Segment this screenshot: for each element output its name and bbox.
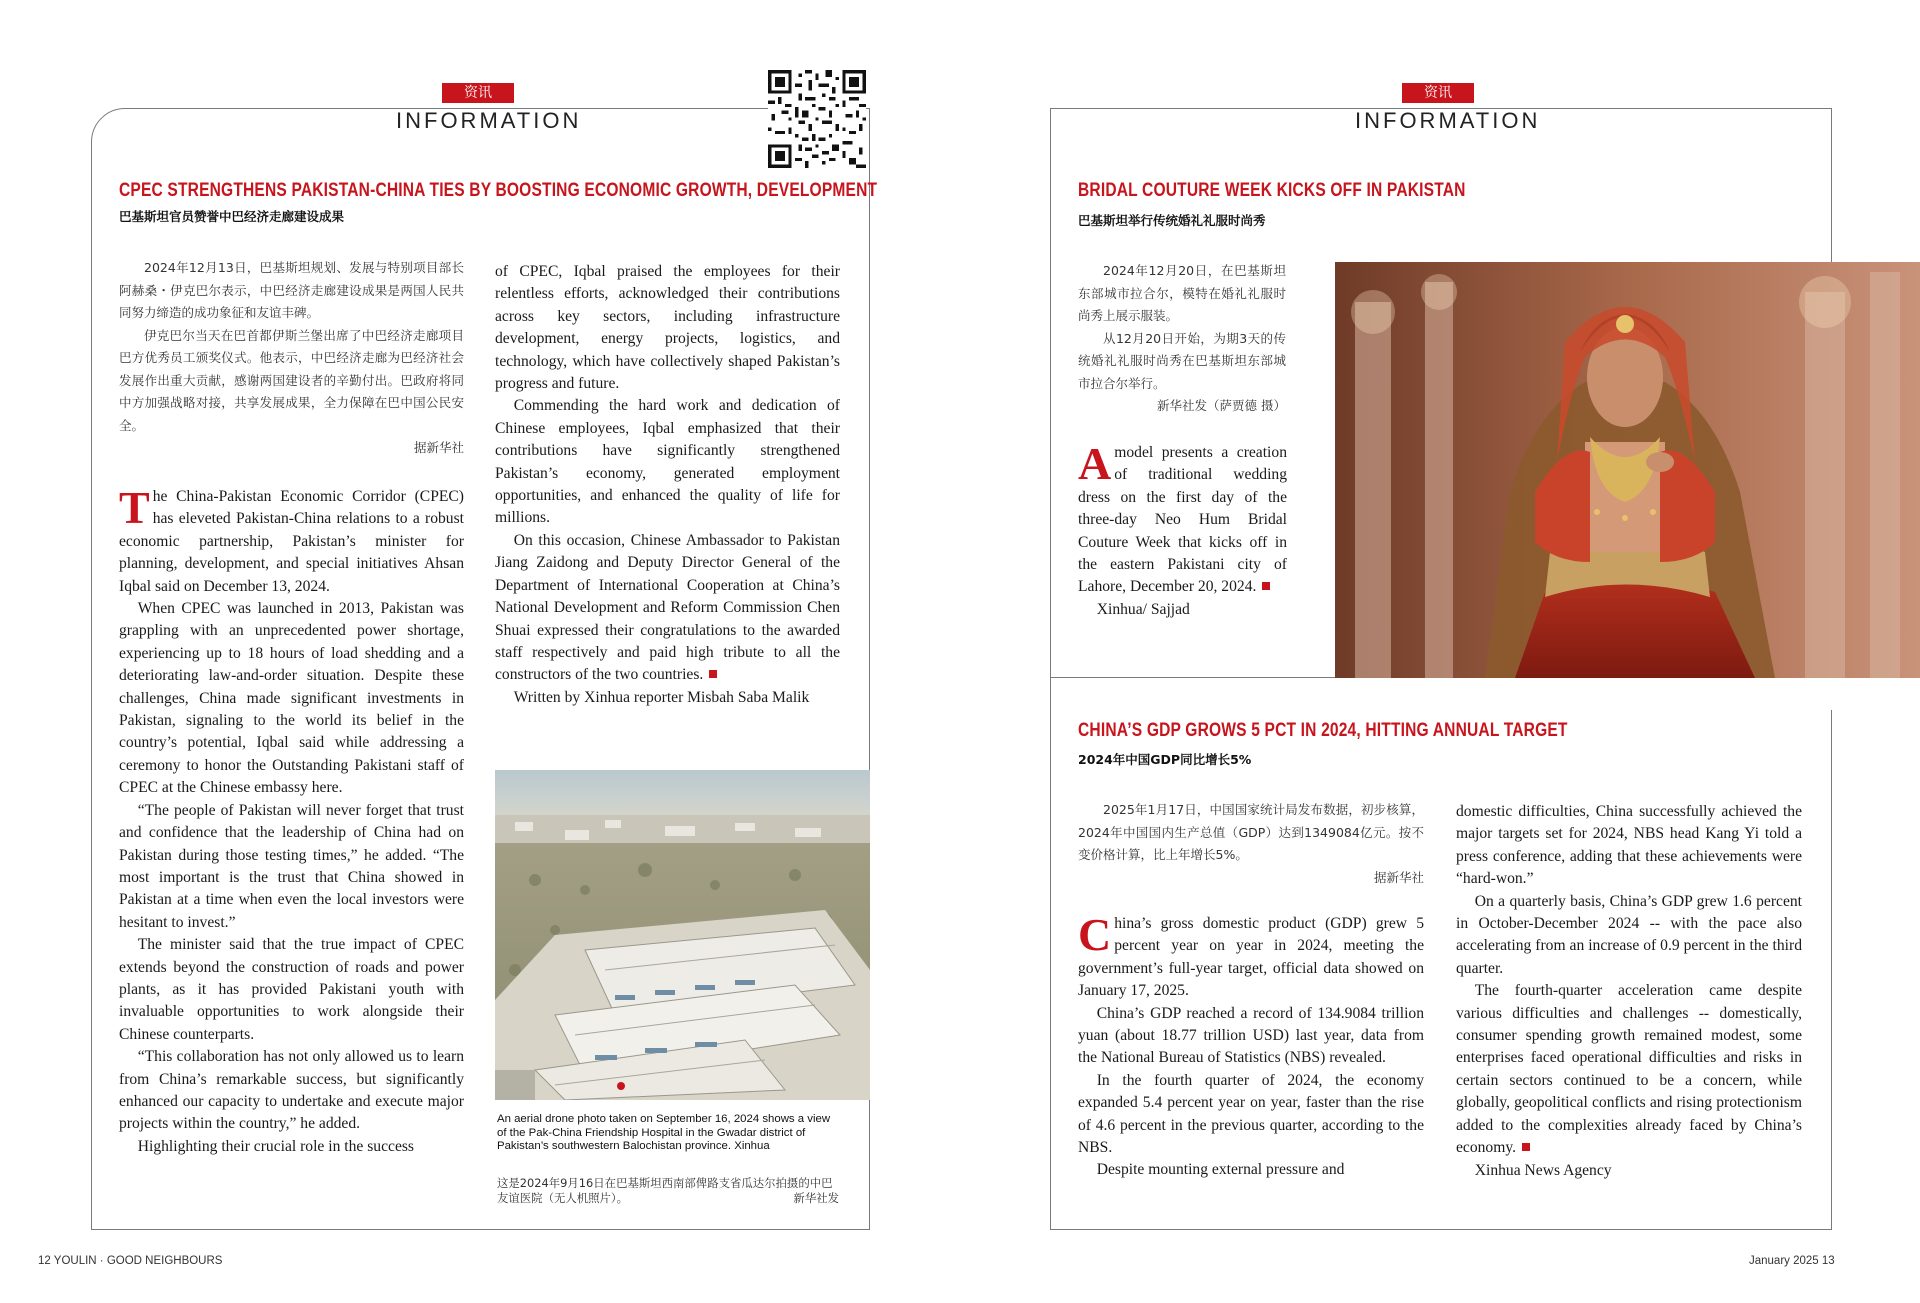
dropcap: C [1078, 909, 1112, 960]
body-paragraph: The minister said that the true impact of CPEC extends beyond the construction of roads and power plants, as it has provided Pakistani youth with invaluable opportunities to work alongside their Chinese counterparts. [119, 936, 464, 1043]
body-paragraph: On a quarterly basis, China’s GDP grew 1.6 percent in October-December 2024 -- with the pace also accelerating from an increase of 0.9 percent in the third quarter. [1456, 892, 1802, 977]
article-column-2 [495, 261, 840, 709]
zh-paragraph: 2025年1月17日，中国国家统计局发布数据，初步核算，2024年中国国内生产总值（GDP）达到1349084亿元。按不变价格计算，比上年增长5%。 [1078, 802, 1424, 862]
zh-source: 据新华社 [1373, 869, 1424, 885]
section-tag-left: 资讯 [442, 83, 514, 103]
photo-caption-zh: 这是2024年9月16日在巴基斯坦西南部俾路支省瓜达尔拍摄的中巴友谊医院（无人机照片）。 新华社发 [497, 1176, 839, 1205]
photo-caption-en: An aerial drone photo taken on September 16, 2024 shows a view of the Pak-China Friendship Hospital in the Gwadar district of Pakistan’s southwestern Balochistan province. Xinhua [497, 1113, 831, 1153]
body-paragraph: domestic difficulties, China successfully achieved the major targets set for 2024, NBS head Kang Yi told a press conference, adding that these achievements were “hard-won.” [1456, 803, 1802, 888]
headline-gdp: CHINA’S GDP GROWS 5 PCT IN 2024, HITTING ANNUAL TARGET [1078, 720, 1568, 741]
zh-summary-gdp [1078, 799, 1424, 889]
caption-paragraph: Amodel presents a creation of traditional wedding dress on the first day of the three-day Neo Hum Bridal Couture Week that kicks off in the eastern Pakistani city of Lahore, December 20, 2024. [1078, 438, 1287, 596]
lead-paragraph: The China-Pakistan Economic Corridor (CPEC) has eleveted Pakistan-China relations to a robust economic partnership, Pakistan’s minister for planning, development, and special initiatives Ahsan Iqbal said on December 13, 2024. [119, 482, 464, 595]
body-paragraph: Highlighting their crucial role in the success [137, 1137, 414, 1155]
zh-paragraph: 从12月20日开始，为期3天的传统婚礼礼服时尚秀在巴基斯坦东部城市拉合尔举行。 [1078, 330, 1286, 391]
subhead-bridal-zh: 巴基斯坦举行传统婚礼礼服时尚秀 [1078, 213, 1266, 228]
article-column-1 [119, 482, 464, 1158]
body-paragraph: When CPEC was launched in 2013, Pakistan was grappling with an unprecedented power shortage, experiencing up to 18 hours of load shedding and a deteriorating law-and-order situation. Despite these challenges, China made significant investments in Pakistan, signaling to the world its belief in the country’s potential, Iqbal said while addressing a ceremony to honor the Outstanding Pakistani staff of CPEC at the Chinese embassy here. [119, 600, 464, 797]
zh-paragraph: 2024年12月13日，巴基斯坦规划、发展与特别项目部长阿赫桑・伊克巴尔表示，中巴经济走廊建设成果是两国人民共同努力缔造的成功象征和友谊丰碑。 [119, 260, 464, 320]
dropcap: T [119, 482, 150, 533]
body-paragraph: of CPEC, Iqbal praised the employees for their relentless efforts, acknowledged their contributions across key sectors, including infrastructure development, energy projects, logistics, and technology, which have collectively shaped Pakistan’s progress and future. [495, 263, 840, 393]
zh-paragraph: 伊克巴尔当天在巴首都伊斯兰堡出席了中巴经济走廊项目巴方优秀员工颁奖仪式。他表示，中巴经济走廊为巴经济社会发展作出重大贡献，感谢两国建设者的辛勤付出。巴政府将同中方加强战略对接，共享发展成果，全力保障在巴中国公民安全。 [119, 327, 464, 433]
body-paragraph: China’s GDP reached a record of 134.9084 trillion yuan (about 18.77 trillion USD) last year, data from the National Bureau of Statistics (NBS) revealed. [1078, 1004, 1424, 1067]
body-paragraph: “This collaboration has not only allowed us to learn from China’s remarkable success, but significantly enhanced our capacity to undertake and execute major projects within the country,” he added. [119, 1048, 464, 1133]
bridal-model-photo [1335, 262, 1920, 678]
frame-corner [1800, 678, 1832, 710]
credit-en: Xinhua/ Sajjad [1096, 600, 1190, 618]
byline: Xinhua News Agency [1474, 1161, 1612, 1179]
subhead-gdp-zh: 2024年中国GDP同比增长5% [1078, 752, 1252, 767]
end-mark-icon [1262, 582, 1270, 590]
lead-paragraph: China’s gross domestic product (GDP) grew 5 percent year on year in 2024, meeting the government’s full-year target, official data showed on January 17, 2025. [1078, 909, 1424, 1000]
subhead-cpec-zh: 巴基斯坦官员赞誉中巴经济走廊建设成果 [119, 209, 345, 224]
folio-left: 12 YOULIN · GOOD NEIGHBOURS [38, 1255, 223, 1267]
gdp-column-2 [1456, 801, 1802, 1182]
zh-paragraph: 2024年12月20日，在巴基斯坦东部城市拉合尔，模特在婚礼礼服时尚秀上展示服装。 [1078, 263, 1286, 323]
gdp-column-1 [1078, 909, 1424, 1182]
body-paragraph: Commending the hard work and dedication of Chinese employees, Iqbal emphasized that their contributions have significantly strengthened Pakistan’s economy, generated employment opportunities, and enhanced the quality of life for millions. [495, 397, 840, 527]
zh-summary-bridal [1078, 260, 1286, 418]
zh-credit: 新华社发（萨贾德 摄） [1157, 398, 1286, 413]
end-mark-icon [1522, 1143, 1530, 1151]
body-paragraph: “The people of Pakistan will never forget that trust and confidence that the leadership of China had on Pakistan during those testing times,” he added. “The most important is the trust that China showed in Pakistan at a time when even the local investors were hesitant to invest.” [119, 801, 464, 931]
section-tag-right: 资讯 [1402, 83, 1474, 103]
zh-summary-cpec [119, 257, 464, 460]
body-paragraph: In the fourth quarter of 2024, the economy expanded 5.4 percent year on year, faster than the rise of 4.6 percent in the previous quarter, according to the NBS. [1078, 1071, 1424, 1157]
end-mark-icon [709, 670, 717, 678]
headline-bridal: BRIDAL COUTURE WEEK KICKS OFF IN PAKISTAN [1078, 180, 1466, 201]
section-title-right: INFORMATION [1355, 108, 1541, 133]
section-title-left: INFORMATION [396, 108, 582, 133]
zh-source: 据新华社 [413, 440, 464, 455]
body-paragraph: On this occasion, Chinese Ambassador to Pakistan Jiang Zaidong and Deputy Director General of the Department of International Cooperation at China’s National Development and Reform Commission Chen Shuai expressed their congratulations to the awarded staff respectively and paid high tribute to all the constructors of the two countries. [495, 531, 840, 684]
body-paragraph: The fourth-quarter acceleration came despite various difficulties and challenges -- domestically, consumer spending growth remained modest, some enterprises faced operational difficulties and risks in certain sectors continued to be a concern, while globally, geopolitical conflicts and rising protectionism added to the complexities already faced by China’s economy. [1456, 982, 1802, 1157]
headline-cpec: CPEC STRENGTHENS PAKISTAN-CHINA TIES BY BOOSTING ECONOMIC GROWTH, DEVELOPMENT [119, 180, 878, 201]
dropcap: A [1078, 438, 1112, 489]
bridal-caption [1078, 438, 1287, 621]
folio-right: January 2025 13 [1749, 1255, 1835, 1267]
hospital-aerial-photo [495, 770, 870, 1100]
qr-code-icon [768, 70, 866, 168]
byline: Written by Xinhua reporter Misbah Saba Malik [513, 688, 810, 706]
body-paragraph: Despite mounting external pressure and [1096, 1161, 1345, 1179]
